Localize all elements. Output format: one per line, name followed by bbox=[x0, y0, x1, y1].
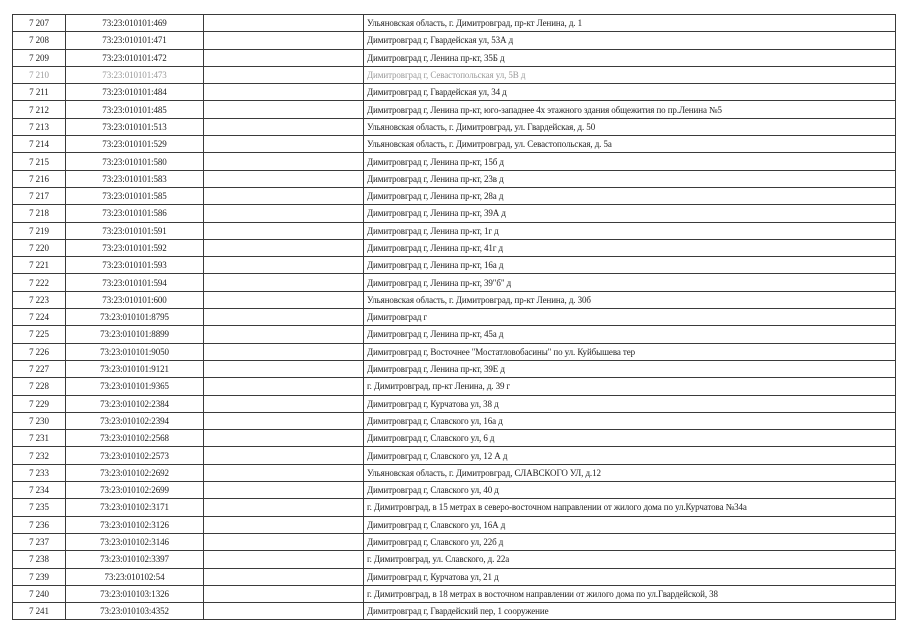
table-row bbox=[13, 66, 896, 83]
address-cell: г. Димитровград, ул. Славского, д. 22а bbox=[364, 551, 896, 568]
note-cell bbox=[204, 84, 364, 101]
address-cell: Димитровград г, Славского ул, 40 д bbox=[364, 482, 896, 499]
row-number-cell: 7 209 bbox=[13, 49, 66, 66]
cadastral-number-cell: 73:23:010103:4352 bbox=[66, 603, 204, 620]
address-cell: Димитровград г, Гвардейский пер, 1 сооружение bbox=[364, 603, 896, 620]
registry-table bbox=[12, 14, 896, 620]
table-row bbox=[13, 136, 896, 153]
table-row bbox=[13, 118, 896, 135]
note-cell bbox=[204, 222, 364, 239]
table-body bbox=[13, 15, 896, 620]
cadastral-number-cell: 73:23:010101:513 bbox=[66, 118, 204, 135]
row-number-cell: 7 240 bbox=[13, 585, 66, 602]
address-cell: г. Димитровград, в 15 метрах в северо-восточном направлении от жилого дома по ул.Курчатова №34а bbox=[364, 499, 896, 516]
note-cell bbox=[204, 49, 364, 66]
note-cell bbox=[204, 499, 364, 516]
cadastral-number-cell: 73:23:010101:8795 bbox=[66, 309, 204, 326]
cadastral-number-cell: 73:23:010102:2568 bbox=[66, 430, 204, 447]
cadastral-number-cell: 73:23:010102:3397 bbox=[66, 551, 204, 568]
row-number-cell: 7 212 bbox=[13, 101, 66, 118]
address-cell: Димитровград г, Ленина пр-кт, 41г д bbox=[364, 239, 896, 256]
table-row bbox=[13, 551, 896, 568]
cadastral-number-cell: 73:23:010101:472 bbox=[66, 49, 204, 66]
note-cell bbox=[204, 187, 364, 204]
row-number-cell: 7 229 bbox=[13, 395, 66, 412]
row-number-cell: 7 216 bbox=[13, 170, 66, 187]
cadastral-number-cell: 73:23:010101:580 bbox=[66, 153, 204, 170]
address-cell: Димитровград г, Курчатова ул, 38 д bbox=[364, 395, 896, 412]
note-cell bbox=[204, 551, 364, 568]
row-number-cell: 7 218 bbox=[13, 205, 66, 222]
row-number-cell: 7 211 bbox=[13, 84, 66, 101]
row-number-cell: 7 233 bbox=[13, 464, 66, 481]
table-row bbox=[13, 516, 896, 533]
row-number-cell: 7 236 bbox=[13, 516, 66, 533]
table-row bbox=[13, 378, 896, 395]
table-row bbox=[13, 205, 896, 222]
table-row bbox=[13, 326, 896, 343]
note-cell bbox=[204, 291, 364, 308]
note-cell bbox=[204, 239, 364, 256]
row-number-cell: 7 213 bbox=[13, 118, 66, 135]
row-number-cell: 7 232 bbox=[13, 447, 66, 464]
table-row bbox=[13, 343, 896, 360]
note-cell bbox=[204, 516, 364, 533]
note-cell bbox=[204, 118, 364, 135]
cadastral-number-cell: 73:23:010101:9050 bbox=[66, 343, 204, 360]
cadastral-number-cell: 73:23:010102:3126 bbox=[66, 516, 204, 533]
table-row bbox=[13, 447, 896, 464]
row-number-cell: 7 227 bbox=[13, 360, 66, 377]
note-cell bbox=[204, 15, 364, 32]
note-cell bbox=[204, 136, 364, 153]
note-cell bbox=[204, 447, 364, 464]
cadastral-number-cell: 73:23:010101:586 bbox=[66, 205, 204, 222]
cadastral-number-cell: 73:23:010101:594 bbox=[66, 274, 204, 291]
cadastral-number-cell: 73:23:010101:9121 bbox=[66, 360, 204, 377]
address-cell: Ульяновская область, г. Димитровград, ул. Гвардейская, д. 50 bbox=[364, 118, 896, 135]
row-number-cell: 7 226 bbox=[13, 343, 66, 360]
row-number-cell: 7 224 bbox=[13, 309, 66, 326]
table-row bbox=[13, 603, 896, 620]
table-row bbox=[13, 15, 896, 32]
row-number-cell: 7 223 bbox=[13, 291, 66, 308]
address-cell: Димитровград г, Ленина пр-кт, 1г д bbox=[364, 222, 896, 239]
note-cell bbox=[204, 482, 364, 499]
cadastral-number-cell: 73:23:010101:591 bbox=[66, 222, 204, 239]
row-number-cell: 7 234 bbox=[13, 482, 66, 499]
address-cell: г. Димитровград, пр-кт Ленина, д. 39 г bbox=[364, 378, 896, 395]
table-row bbox=[13, 49, 896, 66]
cadastral-number-cell: 73:23:010101:593 bbox=[66, 257, 204, 274]
table-row bbox=[13, 170, 896, 187]
cadastral-number-cell: 73:23:010101:529 bbox=[66, 136, 204, 153]
cadastral-number-cell: 73:23:010103:1326 bbox=[66, 585, 204, 602]
note-cell bbox=[204, 378, 364, 395]
address-cell: Димитровград г, Ленина пр-кт, 23в д bbox=[364, 170, 896, 187]
address-cell: Димитровград г, Севастопольская ул, 5В д bbox=[364, 66, 896, 83]
table-row bbox=[13, 187, 896, 204]
table-row bbox=[13, 84, 896, 101]
table-row bbox=[13, 395, 896, 412]
note-cell bbox=[204, 412, 364, 429]
cadastral-number-cell: 73:23:010101:469 bbox=[66, 15, 204, 32]
row-number-cell: 7 210 bbox=[13, 66, 66, 83]
table-row bbox=[13, 412, 896, 429]
row-number-cell: 7 219 bbox=[13, 222, 66, 239]
cadastral-number-cell: 73:23:010101:600 bbox=[66, 291, 204, 308]
note-cell bbox=[204, 66, 364, 83]
row-number-cell: 7 235 bbox=[13, 499, 66, 516]
table-row bbox=[13, 533, 896, 550]
table-row bbox=[13, 482, 896, 499]
row-number-cell: 7 220 bbox=[13, 239, 66, 256]
cadastral-number-cell: 73:23:010102:2384 bbox=[66, 395, 204, 412]
note-cell bbox=[204, 603, 364, 620]
address-cell: Димитровград г, Славского ул, 22б д bbox=[364, 533, 896, 550]
note-cell bbox=[204, 585, 364, 602]
note-cell bbox=[204, 170, 364, 187]
address-cell: Ульяновская область, г. Димитровград, ул. Севастопольская, д. 5а bbox=[364, 136, 896, 153]
address-cell: Димитровград г, Восточнее "Мостатловобасины" по ул. Куйбышева тер bbox=[364, 343, 896, 360]
cadastral-number-cell: 73:23:010101:485 bbox=[66, 101, 204, 118]
note-cell bbox=[204, 274, 364, 291]
table-row bbox=[13, 257, 896, 274]
table-row bbox=[13, 291, 896, 308]
cadastral-number-cell: 73:23:010101:585 bbox=[66, 187, 204, 204]
table-row bbox=[13, 274, 896, 291]
address-cell: Димитровград г, Курчатова ул, 21 д bbox=[364, 568, 896, 585]
row-number-cell: 7 217 bbox=[13, 187, 66, 204]
cadastral-number-cell: 73:23:010101:473 bbox=[66, 66, 204, 83]
cadastral-number-cell: 73:23:010102:3146 bbox=[66, 533, 204, 550]
row-number-cell: 7 238 bbox=[13, 551, 66, 568]
address-cell: Димитровград г, Славского ул, 16А д bbox=[364, 516, 896, 533]
address-cell: Ульяновская область, г. Димитровград, пр-кт Ленина, д. 1 bbox=[364, 15, 896, 32]
row-number-cell: 7 214 bbox=[13, 136, 66, 153]
note-cell bbox=[204, 343, 364, 360]
table-row bbox=[13, 309, 896, 326]
cadastral-number-cell: 73:23:010102:54 bbox=[66, 568, 204, 585]
address-cell: Димитровград г, Ленина пр-кт, 39А д bbox=[364, 205, 896, 222]
table-row bbox=[13, 101, 896, 118]
row-number-cell: 7 215 bbox=[13, 153, 66, 170]
note-cell bbox=[204, 430, 364, 447]
cadastral-number-cell: 73:23:010101:9365 bbox=[66, 378, 204, 395]
table-row bbox=[13, 568, 896, 585]
address-cell: Димитровград г, Ленина пр-кт, 45а д bbox=[364, 326, 896, 343]
table-row bbox=[13, 153, 896, 170]
table-row bbox=[13, 360, 896, 377]
cadastral-number-cell: 73:23:010101:583 bbox=[66, 170, 204, 187]
cadastral-number-cell: 73:23:010102:3171 bbox=[66, 499, 204, 516]
cadastral-number-cell: 73:23:010101:484 bbox=[66, 84, 204, 101]
table-row bbox=[13, 239, 896, 256]
registry-table-sheet bbox=[12, 14, 895, 620]
row-number-cell: 7 208 bbox=[13, 32, 66, 49]
note-cell bbox=[204, 533, 364, 550]
note-cell bbox=[204, 101, 364, 118]
address-cell: Ульяновская область, г. Димитровград, СЛАВСКОГО УЛ, д.12 bbox=[364, 464, 896, 481]
cadastral-number-cell: 73:23:010102:2699 bbox=[66, 482, 204, 499]
note-cell bbox=[204, 205, 364, 222]
row-number-cell: 7 231 bbox=[13, 430, 66, 447]
address-cell: Ульяновская область, г. Димитровград, пр-кт Ленина, д. 30б bbox=[364, 291, 896, 308]
row-number-cell: 7 222 bbox=[13, 274, 66, 291]
table-row bbox=[13, 464, 896, 481]
cadastral-number-cell: 73:23:010102:2394 bbox=[66, 412, 204, 429]
address-cell: Димитровград г, Ленина пр-кт, 39"б" д bbox=[364, 274, 896, 291]
address-cell: Димитровград г bbox=[364, 309, 896, 326]
address-cell: Димитровград г, Ленина пр-кт, 35Б д bbox=[364, 49, 896, 66]
cadastral-number-cell: 73:23:010101:592 bbox=[66, 239, 204, 256]
table-row bbox=[13, 430, 896, 447]
row-number-cell: 7 207 bbox=[13, 15, 66, 32]
table-row bbox=[13, 222, 896, 239]
row-number-cell: 7 228 bbox=[13, 378, 66, 395]
address-cell: Димитровград г, Гвардейская ул, 34 д bbox=[364, 84, 896, 101]
cadastral-number-cell: 73:23:010101:471 bbox=[66, 32, 204, 49]
note-cell bbox=[204, 395, 364, 412]
table-row bbox=[13, 32, 896, 49]
table-row bbox=[13, 585, 896, 602]
row-number-cell: 7 225 bbox=[13, 326, 66, 343]
address-cell: Димитровград г, Славского ул, 16а д bbox=[364, 412, 896, 429]
address-cell: Димитровград г, Ленина пр-кт, 15б д bbox=[364, 153, 896, 170]
note-cell bbox=[204, 568, 364, 585]
note-cell bbox=[204, 309, 364, 326]
cadastral-number-cell: 73:23:010102:2692 bbox=[66, 464, 204, 481]
address-cell: Димитровград г, Ленина пр-кт, 39Е д bbox=[364, 360, 896, 377]
address-cell: Димитровград г, Ленина пр-кт, 16а д bbox=[364, 257, 896, 274]
address-cell: г. Димитровград, в 18 метрах в восточном направлении от жилого дома по ул.Гвардейской, 38 bbox=[364, 585, 896, 602]
address-cell: Димитровград г, Ленина пр-кт, 28а д bbox=[364, 187, 896, 204]
row-number-cell: 7 239 bbox=[13, 568, 66, 585]
row-number-cell: 7 237 bbox=[13, 533, 66, 550]
note-cell bbox=[204, 464, 364, 481]
row-number-cell: 7 230 bbox=[13, 412, 66, 429]
table-row bbox=[13, 499, 896, 516]
note-cell bbox=[204, 153, 364, 170]
cadastral-number-cell: 73:23:010101:8899 bbox=[66, 326, 204, 343]
note-cell bbox=[204, 257, 364, 274]
address-cell: Димитровград г, Ленина пр-кт, юго-западнее 4х этажного здания общежития по пр.Ленина №5 bbox=[364, 101, 896, 118]
address-cell: Димитровград г, Гвардейская ул, 53А д bbox=[364, 32, 896, 49]
note-cell bbox=[204, 326, 364, 343]
row-number-cell: 7 241 bbox=[13, 603, 66, 620]
note-cell bbox=[204, 32, 364, 49]
cadastral-number-cell: 73:23:010102:2573 bbox=[66, 447, 204, 464]
address-cell: Димитровград г, Славского ул, 6 д bbox=[364, 430, 896, 447]
row-number-cell: 7 221 bbox=[13, 257, 66, 274]
address-cell: Димитровград г, Славского ул, 12 А д bbox=[364, 447, 896, 464]
note-cell bbox=[204, 360, 364, 377]
